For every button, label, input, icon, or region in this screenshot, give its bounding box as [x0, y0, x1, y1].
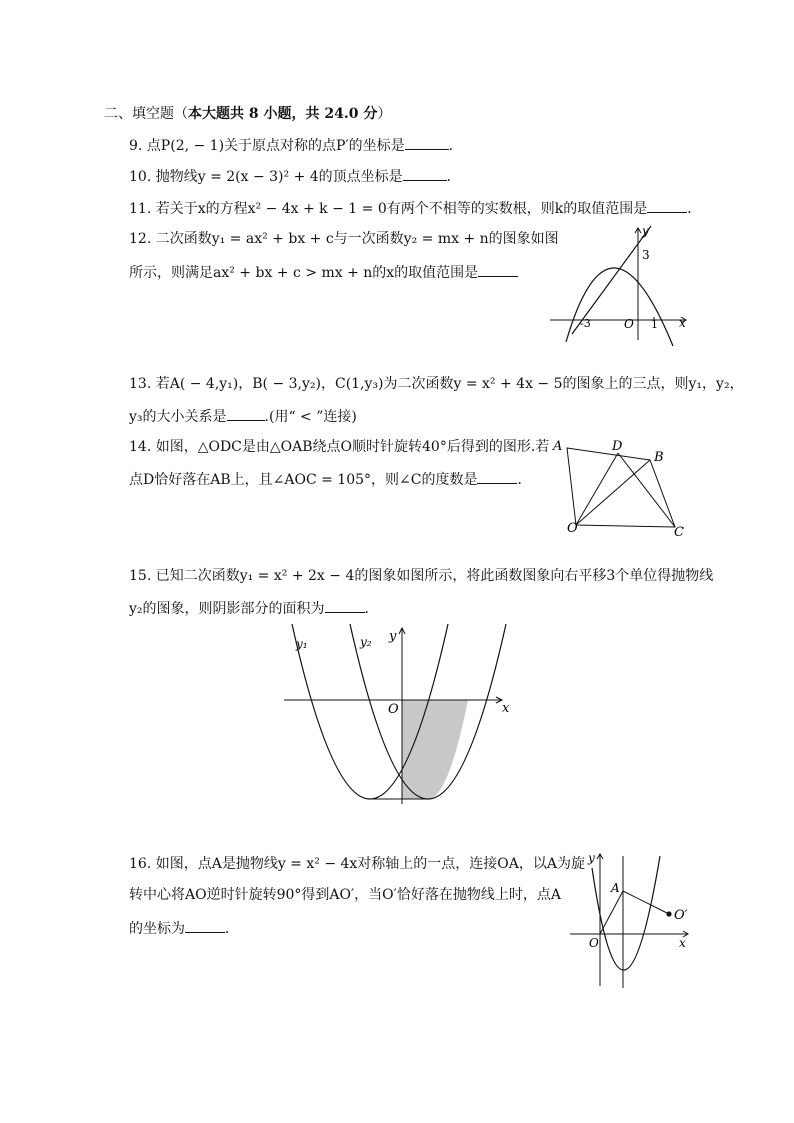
segment-dc — [618, 453, 675, 527]
question-11: 11. 若关于x的方程x² − 4x + k − 1 = 0有两个不相等的实数根，则k的取值范围是 ． — [129, 198, 701, 218]
shaded-cutout — [370, 730, 402, 799]
label-o: O — [567, 521, 578, 536]
question-9: 9. 点P(2, − 1)关于原点对称的点P′的坐标是 ． — [129, 135, 463, 155]
section-title: 二、填空题（本大题共 8 小题，共 24.0 分） — [104, 106, 392, 122]
question-15-line-2: y₂的图象，则阴影部分的面积为 ． — [129, 598, 379, 618]
label-y: y — [642, 224, 649, 238]
label-y2: y₂ — [360, 635, 372, 649]
question-12-line-1: 12. 二次函数y₁ = ax² + bx + c与一次函数y₂ = mx + n的图象如图 — [129, 231, 559, 247]
question-10: 10. 抛物线y = 2(x − 3)² + 4的顶点坐标是 ． — [129, 166, 461, 186]
question-12-line-2: 所示，则满足ax² + bx + c > mx + n的x的取值范围是 — [129, 262, 518, 282]
question-15-line-1: 15. 已知二次函数y₁ = x² + 2x − 4的图象如图所示，将此函数图象向右平移3个单位得抛物线 — [129, 568, 714, 584]
question-16-line-3: 的坐标为 ． — [129, 918, 239, 938]
label-d: D — [612, 439, 623, 454]
label-y1: y₁ — [296, 637, 308, 651]
parabola-curve — [592, 856, 660, 970]
figure-q16 — [568, 848, 698, 992]
label-a: A — [553, 439, 563, 454]
label-x: x — [679, 936, 686, 950]
answer-blank[interactable] — [478, 262, 518, 277]
question-14-line-1: 14. 如图，△ODC是由△OAB绕点O顺时针旋转40°后得到的图形.若 — [129, 439, 550, 455]
segment-od — [576, 453, 618, 525]
segment-ao-prime — [623, 891, 669, 914]
figure-q12 — [548, 222, 694, 348]
question-13-line-2: y₃的大小关系是 .(用“ < ”连接) — [129, 406, 357, 426]
label-neg3: -3 — [580, 317, 591, 330]
label-origin: O — [388, 702, 399, 717]
label-y: y — [588, 851, 595, 865]
answer-blank[interactable] — [325, 598, 365, 613]
question-16-line-1: 16. 如图，点A是抛物线y = x² − 4x对称轴上的一点，连接OA，以A为旋 — [129, 856, 586, 872]
label-o: O — [589, 936, 599, 950]
label-one: 1 — [651, 318, 658, 331]
figure-q15 — [280, 620, 516, 804]
label-y: y — [389, 629, 397, 644]
label-b: B — [654, 450, 664, 465]
answer-blank[interactable] — [647, 198, 687, 213]
label-c: C — [674, 525, 684, 540]
question-13-line-1: 13. 若A( − 4,y₁)，B( − 3,y₂)，C(1,y₃)为二次函数y = x² + 4x − 5的图象上的三点，则y₁，y₂， — [129, 376, 744, 392]
segment-ob — [576, 460, 650, 525]
answer-blank[interactable] — [477, 469, 517, 484]
label-x: x — [502, 701, 510, 716]
answer-blank[interactable] — [185, 918, 225, 933]
parabola-curve — [566, 268, 673, 346]
label-origin: O — [624, 317, 634, 331]
question-14-line-2: 点D恰好落在AB上，且∠AOC = 105°，则∠C的度数是 ． — [129, 469, 531, 489]
segment-oa — [600, 891, 623, 934]
answer-blank[interactable] — [227, 406, 265, 421]
figure-q14 — [548, 436, 694, 540]
label-three: 3 — [642, 248, 650, 262]
label-o-prime: O′ — [674, 908, 688, 923]
answer-blank[interactable] — [403, 166, 447, 181]
label-x: x — [679, 316, 686, 330]
label-a: A — [611, 881, 620, 895]
answer-blank[interactable] — [405, 135, 449, 150]
question-16-line-2: 转中心将AO逆时针旋转90°得到AO′，当O′恰好落在抛物线上时，点A — [129, 887, 561, 903]
point-o-prime — [666, 911, 671, 916]
